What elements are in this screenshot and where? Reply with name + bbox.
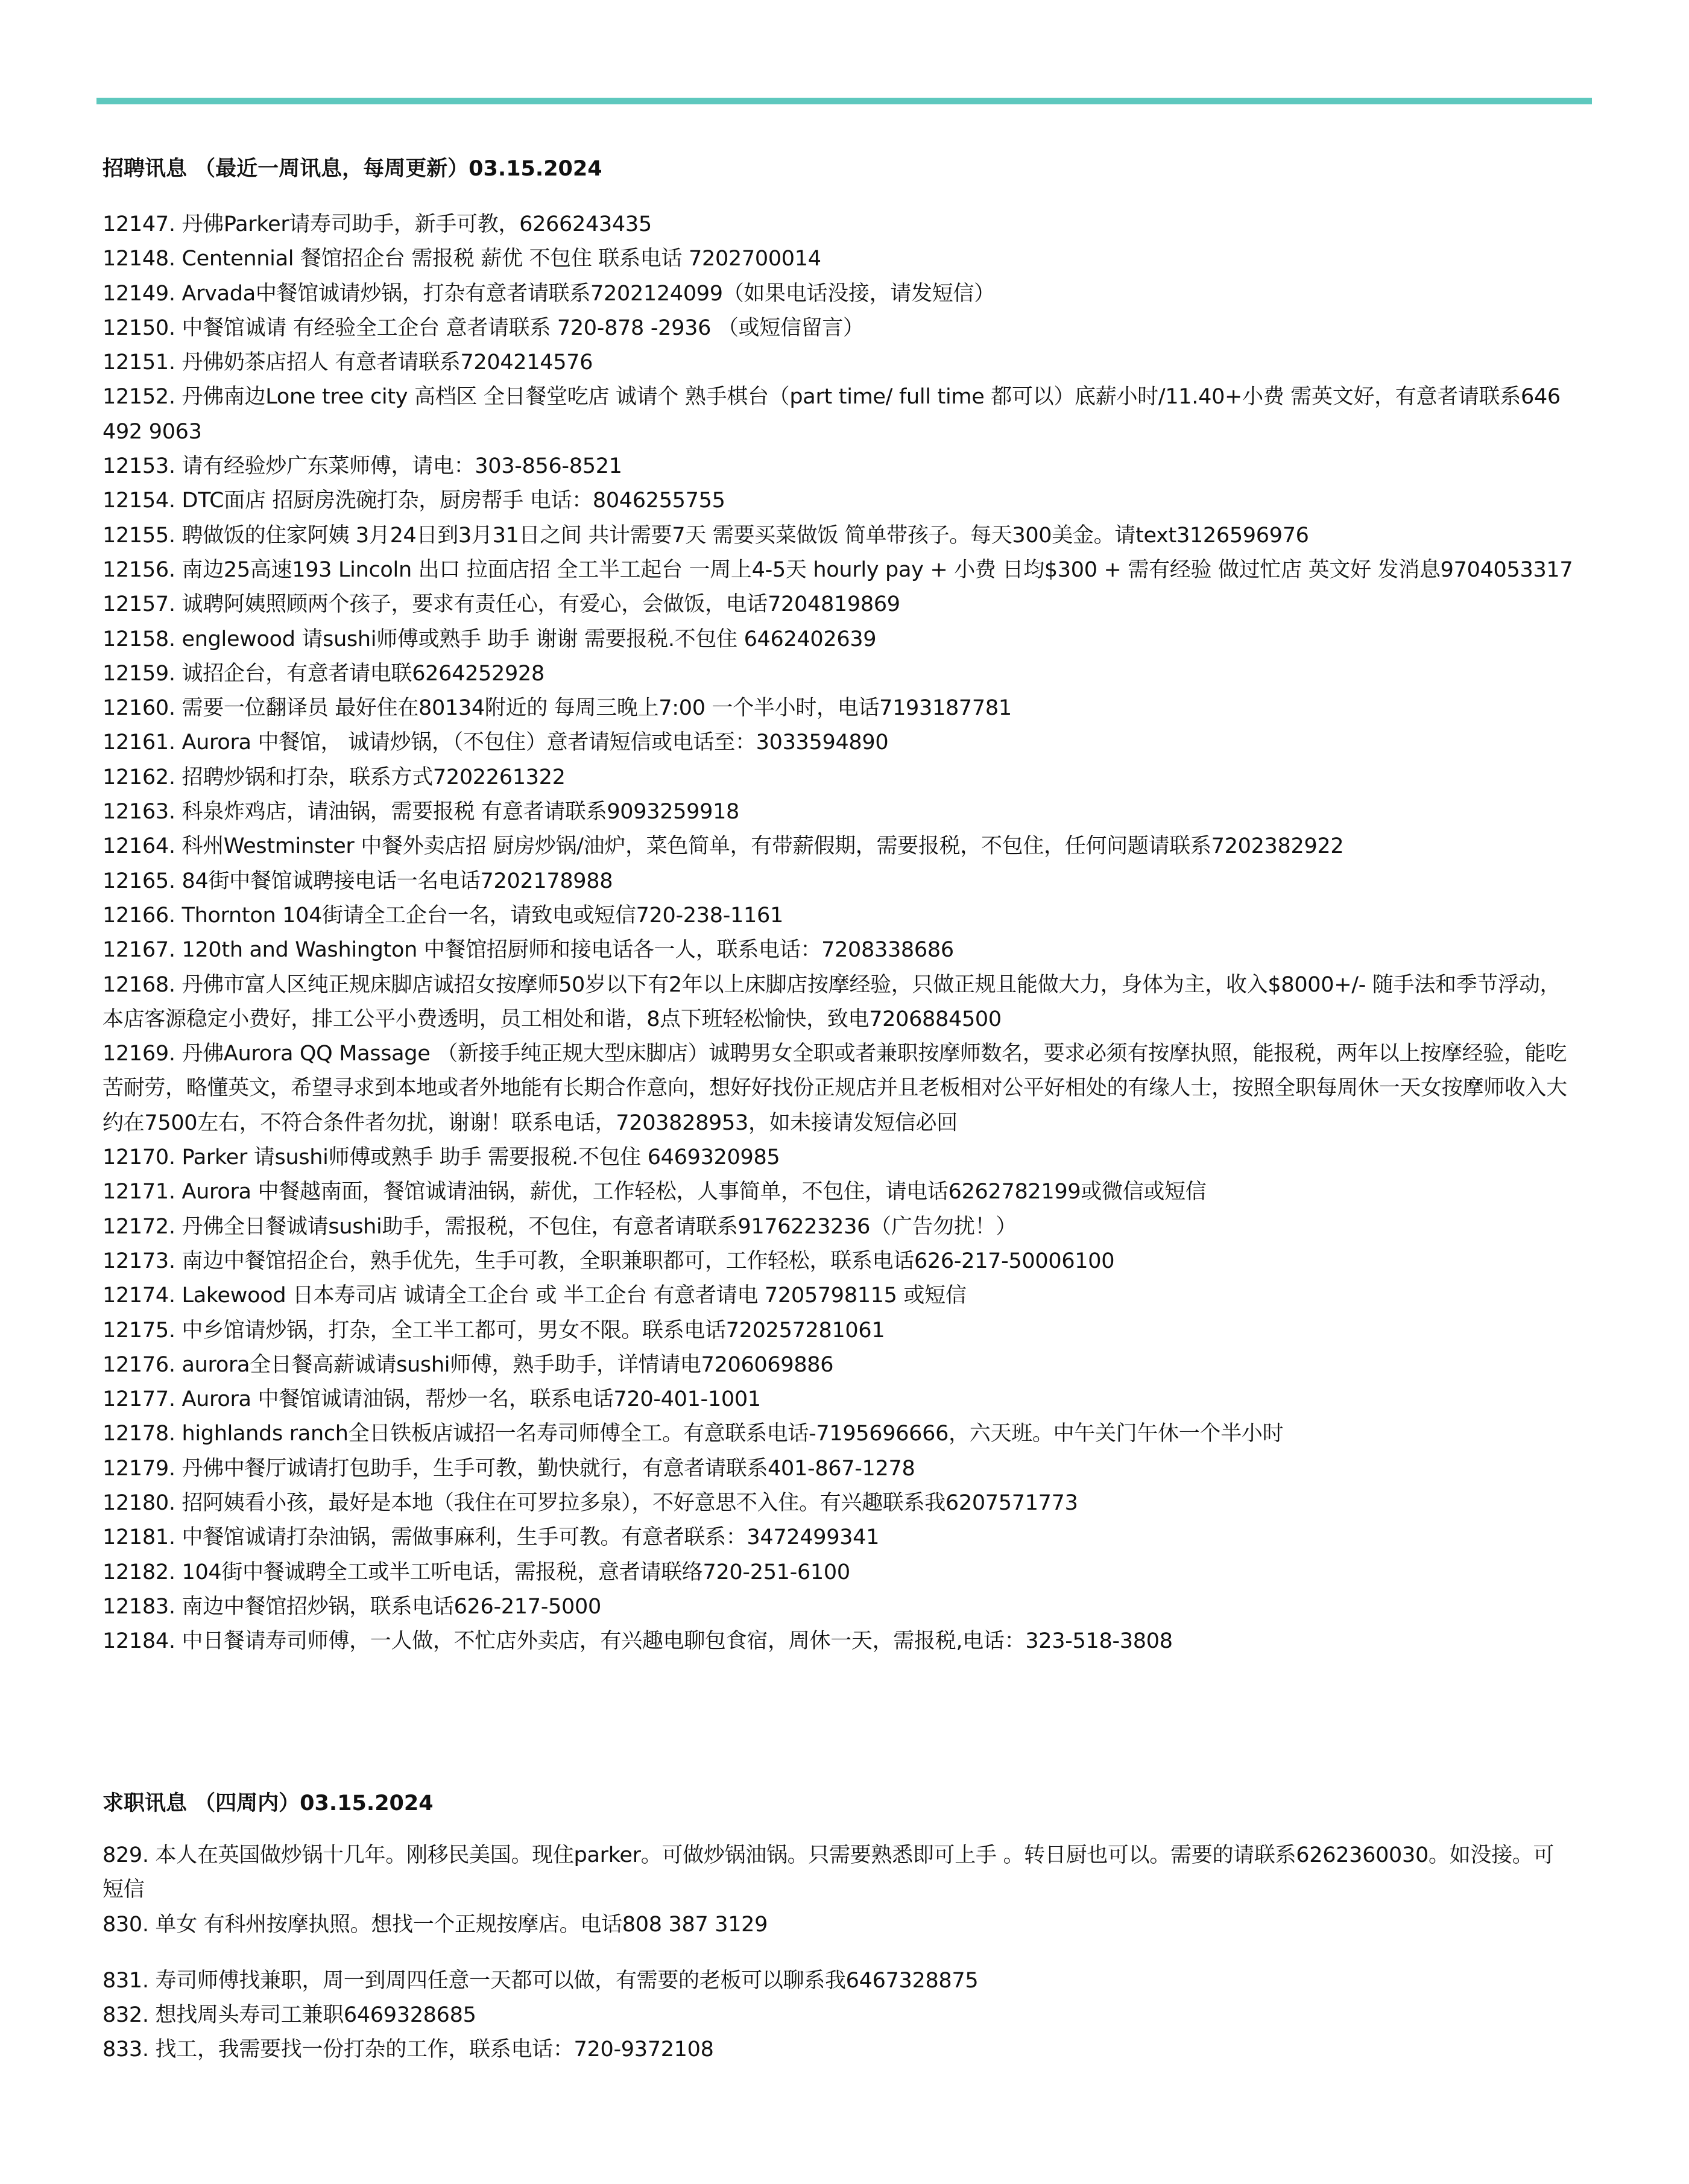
list-item: 12152. 丹佛南边Lone tree city 高档区 全日餐堂吃店 诚请个 熟手棋台（part time/ full time 都可以）底薪小时/11.40+小费 需英文好，有意者请联系646 492 9063 xyxy=(103,385,1561,444)
list-item: 829. 本人在英国做炒锅十几年。刚移民美国。现住parker。可做炒锅油锅。只需要熟悉即可上手 。转日厨也可以。需要的请联系6262360030。如没接。可短信 xyxy=(103,1843,1555,1902)
list-item: 12169. 丹佛Aurora QQ Massage （新接手纯正规大型床脚店）诚聘男女全职或者兼职按摩师数名，要求必须有按摩执照，能报税，两年以上按摩经验，能吃苦耐劳，略懂英文，希望寻求到本地或者外地能有长期合作意向，想好好找份正规店并且老板相对公平好相处的有缘人士，按照全职每周休一天女按摩师收入大约在7500左右，不符合条件者勿扰，谢谢！联系电话，7203828953，如未接请发短信必回 xyxy=(103,1042,1568,1135)
list-item: 12177. Aurora 中餐馆诚请油锅，帮炒一名，联系电话720-401-1001 xyxy=(103,1387,761,1412)
list-item: 12156. 南边25高速193 Lincoln 出口 拉面店招 全工半工起台 一周上4-5天 hourly pay + 小费 日均$300 + 需有经验 做过忙店 英文好 发消息9704053317 xyxy=(103,557,1573,582)
list-item: 12183. 南边中餐馆招炒锅，联系电话626-217-5000 xyxy=(103,1594,601,1619)
list-item: 12182. 104街中餐诚聘全工或半工听电话，需报税，意者请联络720-251-6100 xyxy=(103,1560,850,1584)
list-item: 12162. 招聘炒锅和打杂，联系方式7202261322 xyxy=(103,765,566,790)
list-item: 832. 想找周头寿司工兼职6469328685 xyxy=(103,2003,476,2028)
list-item: 12172. 丹佛全日餐诚请sushi助手，需报税，不包住，有意者请联系9176223236（广告勿扰！） xyxy=(103,1214,1017,1239)
list-item: 12171. Aurora 中餐越南面，餐馆诚请油锅，薪优，工作轻松，人事简单，不包住，请电话6262782199或微信或短信 xyxy=(103,1180,1207,1204)
list-item: 12179. 丹佛中餐厅诚请打包助手，生手可教，勤快就行，有意者请联系401-867-1278 xyxy=(103,1456,915,1481)
hiring-list xyxy=(103,207,1574,1659)
list-item: 12174. Lakewood 日本寿司店 诚请全工企台 或 半工企台 有意者请电 7205798115 或短信 xyxy=(103,1283,967,1308)
seeking-section xyxy=(103,1787,1574,2068)
list-item: 12176. aurora全日餐高薪诚请sushi师傅，熟手助手，详情请电7206069886 xyxy=(103,1352,834,1377)
list-item: 12167. 120th and Washington 中餐馆招厨师和接电话各一人，联系电话：7208338686 xyxy=(103,938,954,963)
top-divider xyxy=(96,98,1592,104)
list-item: 12166. Thornton 104街请全工企台一名，请致电或短信720-238-1161 xyxy=(103,903,783,928)
list-item: 833. 找工，我需要找一份打杂的工作，联系电话：720-9372108 xyxy=(103,2037,714,2062)
list-item: 830. 单女 有科州按摩执照。想找一个正规按摩店。电话808 387 3129 xyxy=(103,1912,768,1937)
list-item: 12160. 需要一位翻译员 最好住在80134附近的 每周三晚上7:00 一个半小时，电话7193187781 xyxy=(103,696,1012,721)
seeking-list xyxy=(103,1838,1574,2068)
list-item: 12154. DTC面店 招厨房洗碗打杂，厨房帮手 电话：8046255755 xyxy=(103,489,725,513)
list-item: 12173. 南边中餐馆招企台，熟手优先，生手可教，全职兼职都可，工作轻松，联系电话626-217-50006100 xyxy=(103,1249,1115,1273)
hiring-heading: 招聘讯息 （最近一周讯息，每周更新）03.15.2024 xyxy=(103,157,602,181)
list-item: 12181. 中餐馆诚请打杂油锅，需做事麻利，生手可教。有意者联系：3472499341 xyxy=(103,1525,880,1550)
hiring-section xyxy=(103,152,1574,1659)
list-item: 12168. 丹佛市富人区纯正规床脚店诚招女按摩师50岁以下有2年以上床脚店按摩经验，只做正规且能做大力，身体为主，收入$8000+/- 随手法和季节浮动，本店客源稳定小费好，排工公平小费透明，员工相处和谐，8点下班轻松愉快，致电7206884500 xyxy=(103,972,1561,1031)
list-item: 12170. Parker 请sushi师傅或熟手 助手 需要报税.不包住 6469320985 xyxy=(103,1145,780,1170)
list-item: 12149. Arvada中餐馆诚请炒锅，打杂有意者请联系7202124099（如果电话没接，请发短信） xyxy=(103,281,995,306)
list-item: 12161. Aurora 中餐馆， 诚请炒锅，（不包住）意者请短信或电话至：3033594890 xyxy=(103,730,889,755)
list-item: 12147. 丹佛Parker请寿司助手，新手可教，6266243435 xyxy=(103,212,652,236)
list-item: 12178. highlands ranch全日铁板店诚招一名寿司师傅全工。有意联系电话-7195696666，六天班。中午关门午休一个半小时 xyxy=(103,1422,1284,1446)
list-item: 12148. Centennial 餐馆招企台 需报税 薪优 不包住 联系电话 7202700014 xyxy=(103,247,821,271)
list-item: 12155. 聘做饭的住家阿姨 3月24日到3月31日之间 共计需要7天 需要买菜做饭 简单带孩子。每天300美金。请text3126596976 xyxy=(103,523,1309,548)
list-item: 831. 寿司师傅找兼职，周一到周四任意一天都可以做，有需要的老板可以聊系我6467328875 xyxy=(103,1968,979,1993)
list-item: 12151. 丹佛奶茶店招人 有意者请联系7204214576 xyxy=(103,350,593,375)
list-item: 12184. 中日餐请寿司师傅，一人做，不忙店外卖店，有兴趣电聊包食宿，周休一天，需报税,电话：323-518-3808 xyxy=(103,1629,1173,1654)
list-item: 12175. 中乡馆请炒锅，打杂，全工半工都可，男女不限。联系电话720257281061 xyxy=(103,1318,885,1343)
list-item: 12153. 请有经验炒广东菜师傅，请电：303-856-8521 xyxy=(103,454,622,479)
list-item: 12163. 科泉炸鸡店，请油锅，需要报税 有意者请联系9093259918 xyxy=(103,800,739,825)
list-item: 12157. 诚聘阿姨照顾两个孩子，要求有责任心，有爱心，会做饭，电话7204819869 xyxy=(103,592,900,617)
list-item: 12158. englewood 请sushi师傅或熟手 助手 谢谢 需要报税.不包住 6462402639 xyxy=(103,627,877,651)
list-item: 12164. 科州Westminster 中餐外卖店招 厨房炒锅/油炉，菜色简单，有带薪假期，需要报税，不包住，任何问题请联系7202382922 xyxy=(103,834,1344,859)
list-item: 12150. 中餐馆诚请 有经验全工企台 意者请联系 720-878 -2936 （或短信留言） xyxy=(103,315,864,340)
list-item: 12180. 招阿姨看小孩，最好是本地（我住在可罗拉多泉），不好意思不入住。有兴趣联系我6207571773 xyxy=(103,1490,1078,1515)
list-item: 12165. 84街中餐馆诚聘接电话一名电话7202178988 xyxy=(103,869,613,893)
seeking-heading: 求职讯息 （四周内）03.15.2024 xyxy=(103,1791,434,1815)
list-item: 12159. 诚招企台，有意者请电联6264252928 xyxy=(103,661,545,686)
